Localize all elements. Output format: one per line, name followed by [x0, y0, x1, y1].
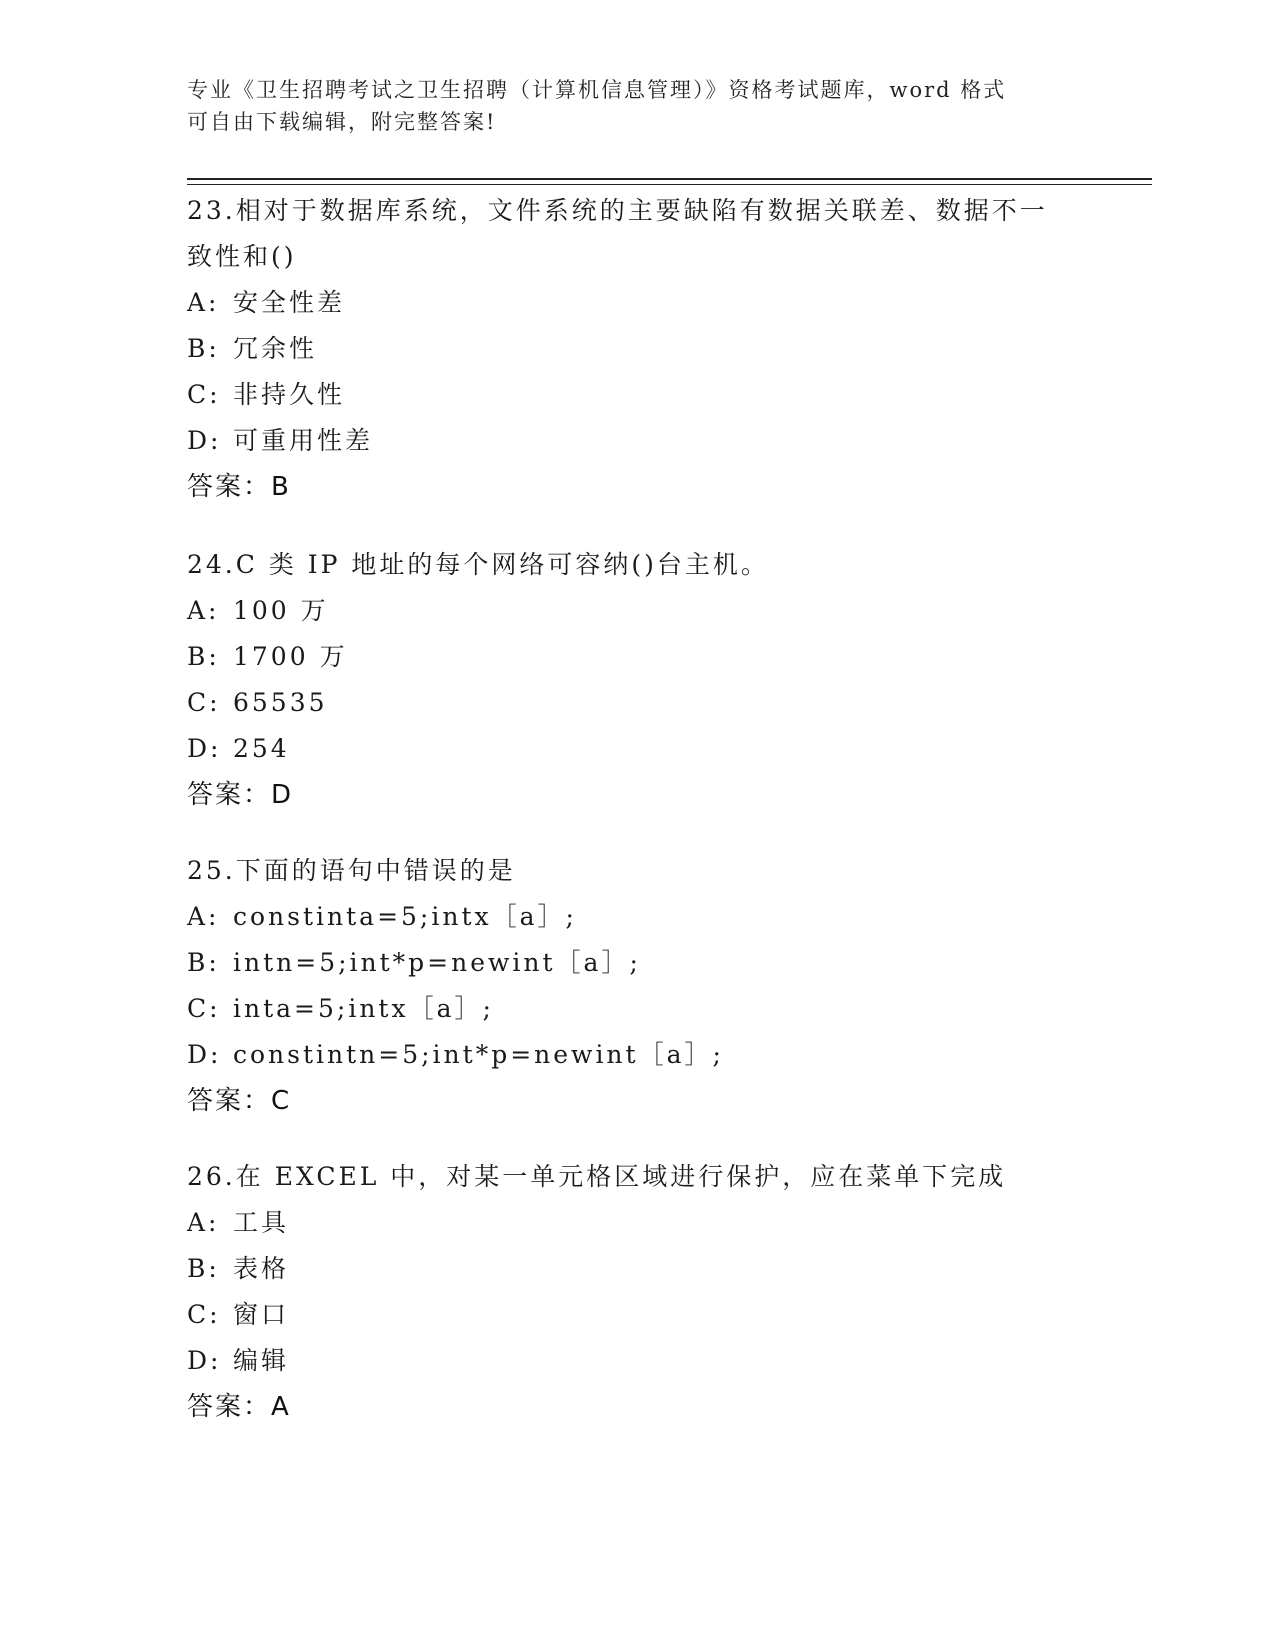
option-letter: A: — [187, 1208, 220, 1237]
option-a — [187, 1200, 1087, 1246]
option-letter: C: — [187, 1300, 221, 1329]
answer-line: 答案：A — [187, 1392, 291, 1422]
option-d — [187, 726, 1087, 772]
option-letter: D: — [187, 1040, 222, 1069]
option-text: 安全性差 — [233, 288, 346, 317]
question-stem: 24.C 类 IP 地址的每个网络可容纳()台主机。 — [187, 550, 769, 579]
option-c — [187, 372, 1087, 418]
option-letter: B: — [187, 642, 220, 671]
header-line-2: 可自由下载编辑，附完整答案! — [187, 110, 497, 134]
option-text: inta=5;intx［a］; — [233, 994, 494, 1023]
option-letter: D: — [187, 426, 222, 455]
question-stem: 26.在 EXCEL 中，对某一单元格区域进行保护，应在菜单下完成 — [187, 1162, 1007, 1191]
option-b — [187, 940, 1087, 986]
option-text: 冗余性 — [233, 334, 318, 363]
option-b — [187, 634, 1087, 680]
answer-line: 答案：D — [187, 780, 294, 810]
option-letter: D: — [187, 734, 222, 763]
option-text: intn=5;int*p=newint［a］; — [233, 948, 641, 977]
option-b — [187, 1246, 1087, 1292]
option-text: 100 万 — [233, 596, 329, 625]
option-d — [187, 418, 1087, 464]
option-letter: A: — [187, 596, 220, 625]
option-text: 可重用性差 — [233, 426, 374, 455]
option-b — [187, 326, 1087, 372]
option-a — [187, 894, 1087, 940]
option-letter: C: — [187, 994, 221, 1023]
option-text: 窗口 — [233, 1300, 290, 1329]
question-stem: 23.相对于数据库系统，文件系统的主要缺陷有数据关联差、数据不一致性和() — [187, 196, 1048, 271]
header-line-1: 专业《卫生招聘考试之卫生招聘（计算机信息管理）》资格考试题库，word 格式 — [187, 78, 1007, 102]
option-c — [187, 680, 1087, 726]
option-letter: B: — [187, 1254, 220, 1283]
answer-line: 答案：B — [187, 472, 291, 502]
option-text: constinta=5;intx［a］; — [233, 902, 577, 931]
option-a — [187, 280, 1087, 326]
option-c — [187, 986, 1087, 1032]
option-letter: D: — [187, 1346, 222, 1375]
option-text: 非持久性 — [233, 380, 346, 409]
option-text: 1700 万 — [233, 642, 348, 671]
option-text: constintn=5;int*p=newint［a］; — [233, 1040, 724, 1069]
option-text: 254 — [233, 734, 290, 763]
option-text: 表格 — [233, 1254, 290, 1283]
header-divider-thick — [187, 178, 1152, 180]
option-a — [187, 588, 1087, 634]
header-divider-thin — [187, 184, 1152, 185]
question-23 — [187, 188, 1087, 510]
question-stem: 25.下面的语句中错误的是 — [187, 856, 516, 885]
option-letter: C: — [187, 380, 221, 409]
question-24 — [187, 542, 1087, 818]
option-d — [187, 1338, 1087, 1384]
option-letter: C: — [187, 688, 221, 717]
option-letter: B: — [187, 334, 220, 363]
option-text: 编辑 — [233, 1346, 290, 1375]
question-25 — [187, 848, 1087, 1124]
question-26 — [187, 1154, 1087, 1430]
option-letter: A: — [187, 288, 220, 317]
option-text: 工具 — [233, 1208, 290, 1237]
answer-line: 答案：C — [187, 1086, 292, 1116]
option-letter: B: — [187, 948, 220, 977]
document-header — [187, 74, 1067, 138]
option-c — [187, 1292, 1087, 1338]
option-text: 65535 — [233, 688, 328, 717]
option-letter: A: — [187, 902, 220, 931]
option-d — [187, 1032, 1087, 1078]
